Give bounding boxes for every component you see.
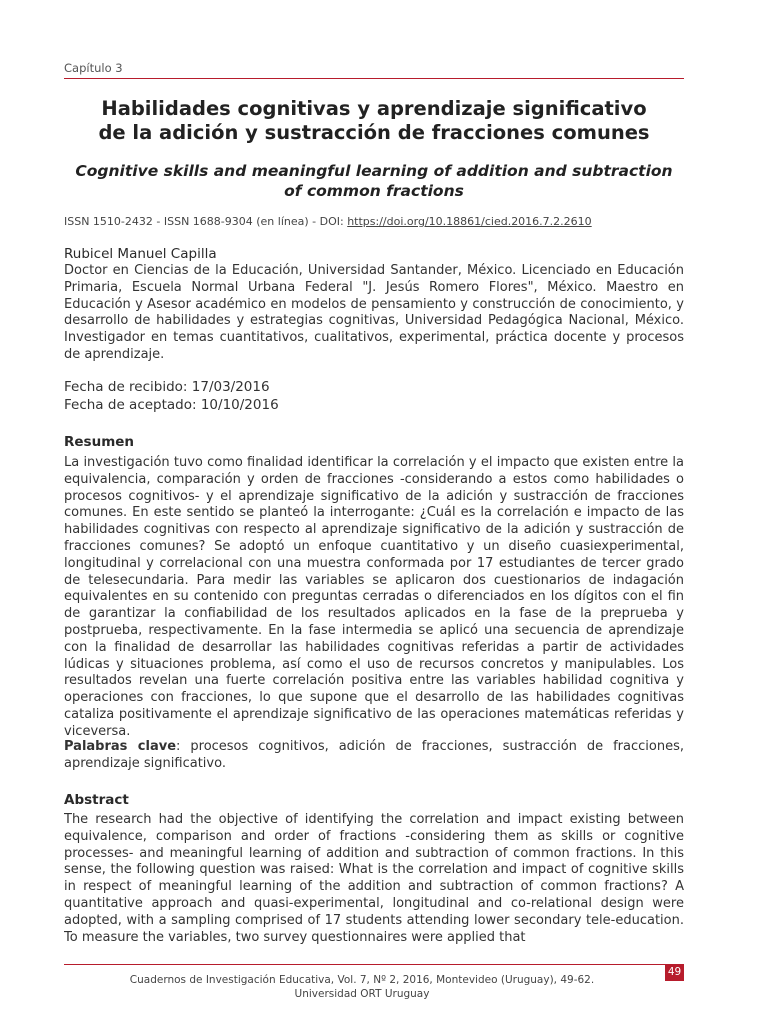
author-bio: Doctor en Ciencias de la Educación, Universidad Santander, México. Licenciado en Educación Primaria, Escuela Normal Urbana Federal "J. Jesús Romero Flores", México. Maestro en Educación y Asesor académico en modelos de pensamiento y construcción de conocimiento, y desarrollo de habilidades y estrategias cognitivas, Universidad Pedagógica Nacional, México. Investigador en temas cuantitativos, cualitativos, experimental, práctica docente y procesos de aprendizaje. [64, 263, 684, 362]
keywords-label: Palabras clave [64, 739, 177, 754]
doi-link[interactable]: https://doi.org/10.18861/cied.2016.7.2.2610 [347, 215, 592, 228]
spanish-title-line-1: Habilidades cognitivas y aprendizaje significativo [101, 97, 647, 120]
resumen-heading: Resumen [64, 434, 135, 450]
keywords [64, 739, 684, 773]
footer-citation [64, 973, 660, 1001]
footer-publisher: Universidad ORT Uruguay [294, 988, 430, 1000]
abstract-body: The research had the objective of identifying the correlation and impact existing between equivalence, comparison and order of fractions -considering them as skills or cognitive processes- and meaningful learning of addition and subtraction of common fractions. In this sense, the following question was raised: What is the correlation and impact of cognitive skills in respect of meaningful learning of the addition and subtraction of common fractions? A quantitative approach and quasi-experimental, longitudinal and co-relational design were adopted, with a sampling comprised of 17 students attending lower secondary tele-education. To measure the variables, two survey questionnaires were applied that [64, 812, 684, 945]
spanish-title [64, 97, 684, 145]
dates-block [64, 379, 279, 414]
author-name: Rubicel Manuel Capilla [64, 246, 217, 262]
date-accepted: Fecha de aceptado: 10/10/2016 [64, 396, 279, 413]
issn-text: ISSN 1510-2432 - ISSN 1688-9304 (en línea) - DOI: [64, 215, 348, 228]
footer-journal: Cuadernos de Investigación Educativa, Vol. 7, Nº 2, 2016, Montevideo (Uruguay), 49-62. [129, 974, 595, 986]
header-rule [64, 78, 684, 79]
chapter-label: Capítulo 3 [64, 61, 123, 75]
resumen-body: La investigación tuvo como finalidad identificar la correlación y el impacto que existen entre la equivalencia, comparación y orden de fracciones -considerando a estos como habilidades o procesos cognitivos- y el aprendizaje significativo de la adición y sustracción de fracciones comunes. En este sentido se planteó la interrogante: ¿Cuál es la correlación e impacto de las habilidades cognitivas con respecto al aprendizaje significativo de la adición y sustracción de fracciones comunes? Se adoptó un enfoque cuantitativo y un diseño cuasiexperimental, longitudinal y correlacional con una muestra conformada por 17 estudiantes de tercer grado de telesecundaria. Para medir las variables se aplicaron dos cuestionarios de indagación equivalentes en su contenido con preguntas cerradas o diferenciados en los dígitos con el fin de garantizar la confiabilidad de los resultados aplicados en la fase de la preprueba y postprueba, respectivamente. En la fase intermedia se aplicó una secuencia de aprendizaje con la finalidad de desarrollar las habilidades cognitivas referidas a partir de actividades lúdicas y situaciones problema, así como el uso de recursos concretos y manipulables. Los resultados revelan una fuerte correlación positiva entre las variables habilidad cognitiva y operaciones con fracciones, lo que supone que el desarrollo de las habilidades cognitivas cataliza positivamente el aprendizaje significativo de las operaciones matemáticas referidas y viceversa. [64, 455, 684, 739]
footer-rule [64, 964, 684, 965]
keywords-list: : procesos cognitivos, adición de fracciones, sustracción de fracciones, aprendizaje significativo. [64, 739, 684, 771]
spanish-title-line-2: de la adición y sustracción de fracciones comunes [98, 121, 650, 144]
english-title-line-2: of common fractions [284, 182, 464, 200]
english-title-line-1: Cognitive skills and meaningful learning of addition and subtraction [75, 162, 673, 180]
abstract-heading: Abstract [64, 792, 129, 808]
issn-line [64, 215, 592, 228]
date-received: Fecha de recibido: 17/03/2016 [64, 379, 270, 395]
english-title [64, 161, 684, 201]
page-number: 49 [665, 964, 684, 981]
